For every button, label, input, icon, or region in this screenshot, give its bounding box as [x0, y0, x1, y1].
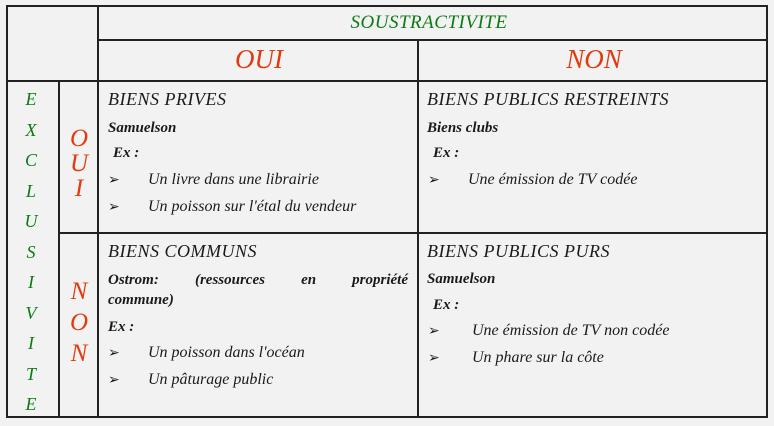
side-oui [60, 126, 98, 201]
cell-communs-item: Un pâturage public [148, 371, 274, 388]
border-bottom [6, 416, 768, 418]
border-row-mid [59, 232, 768, 234]
side-non [60, 279, 98, 372]
side-exclusivite [6, 90, 56, 426]
exclusivite-letter: C [24, 150, 37, 170]
exclusivite-letter: E [25, 394, 37, 414]
exclusivite-letter: E [25, 89, 37, 109]
oui-letter: I [74, 175, 84, 202]
exclusivite-letter: V [25, 302, 37, 323]
exclusivite-letter: U [24, 211, 38, 231]
oui-letter: O [69, 125, 89, 152]
cell-restreints-title: BIENS PUBLICS RESTREINTS [427, 89, 669, 109]
cell-restreints-ex: Ex : [433, 145, 460, 161]
exclusivite-letter: T [25, 363, 36, 384]
author-word: en [301, 272, 317, 288]
author-line2: commune) [108, 292, 174, 308]
cell-prives-item: Un poisson sur l'étal du vendeur [148, 198, 357, 215]
author-word: Ostrom: [108, 272, 159, 288]
cell-purs-author: Samuelson [427, 271, 496, 287]
exclusivite-letter: L [25, 180, 36, 201]
author-word: (ressources [194, 272, 265, 288]
header-non: NON [566, 44, 622, 74]
exclusivite-letter: S [26, 241, 36, 262]
cell-purs-item: Une émission de TV non codée [472, 322, 670, 339]
cell-restreints-item: Une émission de TV codée [468, 171, 638, 188]
bullet-arrow-icon: ➢ [108, 346, 120, 361]
bullet-arrow-icon: ➢ [108, 373, 120, 388]
exclusivite-letter: X [25, 119, 37, 140]
header-oui: OUI [235, 44, 283, 74]
cell-purs-item: Un phare sur la côte [472, 349, 604, 366]
cell-communs-ex: Ex : [108, 319, 135, 335]
author-word: propriété [352, 272, 408, 288]
cell-prives-item: Un livre dans une librairie [148, 171, 319, 188]
cell-prives-ex: Ex : [113, 145, 140, 161]
bullet-arrow-icon: ➢ [108, 200, 120, 215]
cell-communs-author [108, 270, 408, 310]
bullet-arrow-icon: ➢ [428, 324, 440, 339]
non-letter: N [70, 340, 88, 367]
border-header-bottom [6, 80, 768, 82]
cell-communs-title: BIENS COMMUNS [108, 241, 257, 261]
bullet-arrow-icon: ➢ [428, 173, 440, 188]
exclusivite-letter: I [28, 333, 34, 353]
border-header-mid [98, 39, 768, 41]
non-letter: O [69, 309, 89, 336]
cell-prives-author: Samuelson [108, 120, 177, 136]
header-soustractivite: SOUSTRACTIVITE [350, 12, 508, 33]
border-mid [417, 39, 419, 418]
cell-restreints-author: Biens clubs [427, 120, 499, 136]
cell-prives-title: BIENS PRIVES [108, 89, 227, 109]
oui-letter: U [69, 150, 89, 177]
exclusivite-letter: I [28, 272, 34, 292]
non-letter: N [70, 278, 88, 305]
bullet-arrow-icon: ➢ [428, 351, 440, 366]
cell-purs-ex: Ex : [433, 297, 460, 313]
border-top [6, 5, 768, 7]
cell-purs-title: BIENS PUBLICS PURS [427, 241, 610, 261]
cell-communs-item: Un poisson dans l'océan [148, 344, 305, 361]
bullet-arrow-icon: ➢ [108, 173, 120, 188]
